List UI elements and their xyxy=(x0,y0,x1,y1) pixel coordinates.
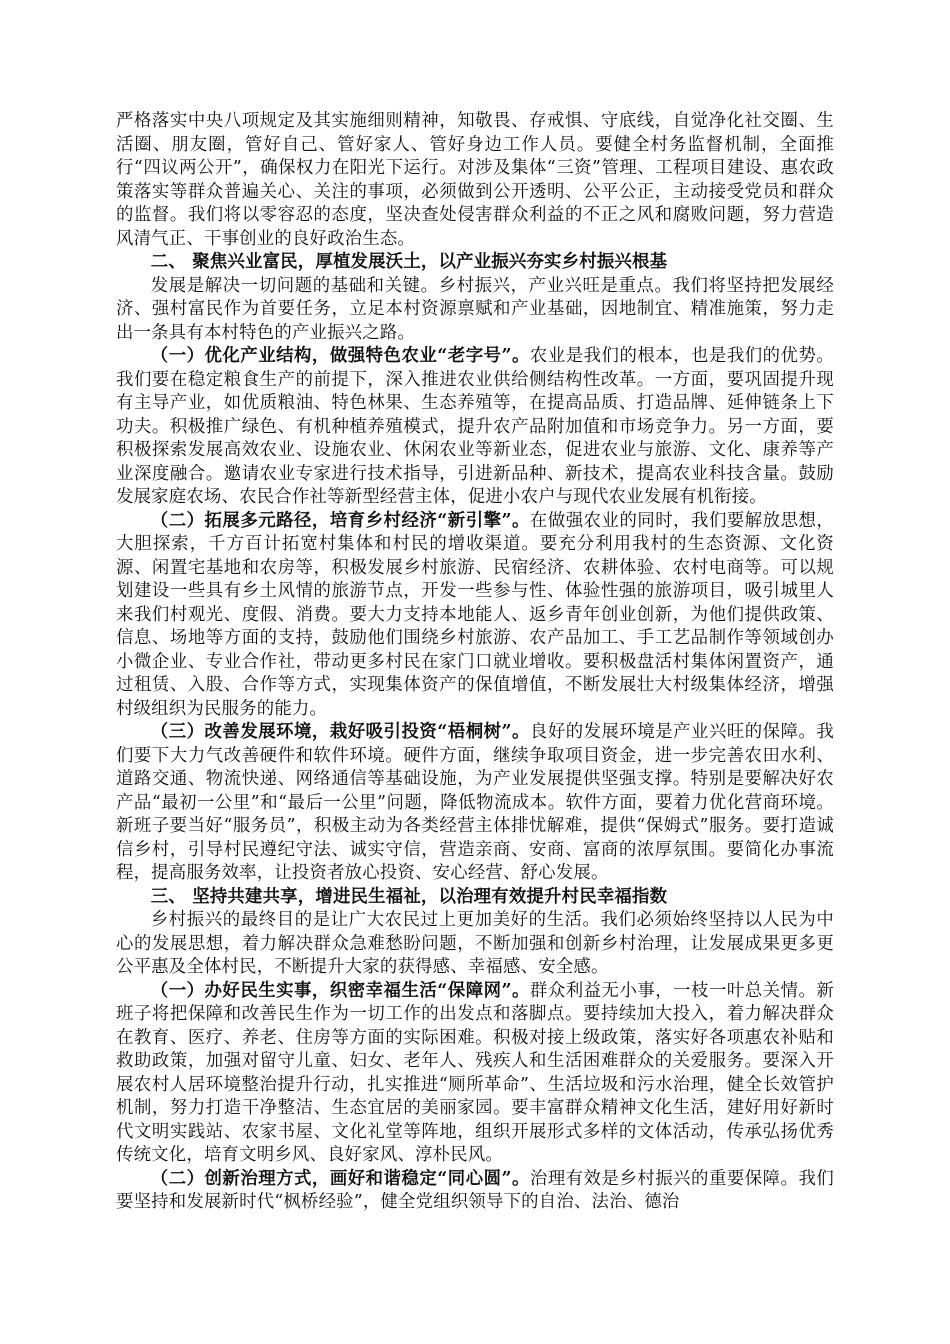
body-livelihood: 群众利益无小事，一枝一叶总关情。新班子将把保障和改善民生作为一切工作的出发点和落脚点。要持续加大投入，着力解决群众在教育、医疗、养老、住房等方面的实际困难。积极对接上级政策，落实好各项惠农补贴和救助政策，加强对留守儿童、妇女、老年人、残疾人和生活困难群众的关爱服务。要深入开展农村人居环境整治提升行动，扎实推进“厕所革命”、生活垃圾和污水治理，健全长效管护机制，努力打造干净整洁、生态宜居的美丽家园。要丰富群众精神文化生活，建好用好新时代文明实践站、农家书屋、文化礼堂等阵地，组织开展形式多样的文体活动，传承弘扬优秀传统文化，培育文明乡风、良好家风、淳朴民风。 xyxy=(116,980,834,1165)
paragraph-governance xyxy=(116,1168,834,1215)
subheading-governance: （二）创新治理方式，画好和谐稳定“同心圆”。 xyxy=(150,1168,530,1189)
paragraph-livelihood xyxy=(116,980,834,1168)
body-governance: 治理有效是乡村振兴的重要保障。我们要坚持和发展新时代“枫桥经验”，健全党组织领导下的自治、法治、德治 xyxy=(116,1168,834,1212)
body-industry-structure: 农业是我们的根本，也是我们的优势。我们要在稳定粮食生产的前提下，深入推进农业供给侧结构性改革。一方面，要巩固提升现有主导产业，如优质粮油、特色林果、生态养殖等，在提高品质、打造品牌、延伸链条上下功夫。积极推广绿色、有机种植养殖模式，提升农产品附加值和市场竞争力。另一方面，要积极探索发展高效农业、设施农业、休闲农业等新业态，促进农业与旅游、文化、康养等产业深度融合。邀请农业专家进行技术指导，引进新品种、新技术，提高农业科技含量。鼓励发展家庭农场、农民合作社等新型经营主体，促进小农户与现代农业发展有机衔接。 xyxy=(116,346,834,507)
body-environment: 良好的发展环境是产业兴旺的保障。我们要下大力气改善硬件和软件环境。硬件方面，继续争取项目资金，进一步完善农田水利、道路交通、物流快递、网络通信等基础设施，为产业发展提供坚强支撑。特别是要解决好农产品“最初一公里”和“最后一公里”问题，降低物流成本。软件方面，要着力优化营商环境。新班子要当好“服务员”，积极主动为各类经营主体排忧解难，提供“保姆式”服务。要打造诚信乡村，引导村民遵纪守法、诚实守信，营造亲商、安商、富商的浓厚氛围。要简化办事流程，提高服务效率，让投资者放心投资、安心经营、舒心发展。 xyxy=(116,722,834,883)
subheading-diverse-paths: （二）拓展多元路径，培育乡村经济“新引擎”。 xyxy=(150,510,530,531)
paragraph-discipline: 严格落实中央八项规定及其实施细则精神，知敬畏、存戒惧、守底线，自觉净化社交圈、生活圈、朋友圈，管好自己、管好家人、管好身边工作人员。要健全村务监督机制，全面推行“四议两公开”，确保权力在阳光下运行。对涉及集体“三资”管理、工程项目建设、惠农政策落实等群众普遍关心、关注的事项，必须做到公开透明、公平公正，主动接受党员和群众的监督。我们将以零容忍的态度，坚决查处侵害群众利益的不正之风和腐败问题，努力营造风清气正、干事创业的良好政治生态。 xyxy=(116,111,834,249)
document-page xyxy=(116,110,834,1215)
body-diverse-paths: 在做强农业的同时，我们要解放思想，大胆探索，千方百计拓宽村集体和村民的增收渠道。要充分利用我村的生态资源、文化资源、闲置宅基地和农房等，积极发展乡村旅游、民宿经济、农耕体验、农村电商等。可以规划建设一些具有乡土风情的旅游节点，开发一些参与性、体验性强的旅游项目，吸引城里人来我们村观光、度假、消费。要大力支持本地能人、返乡青年创业创新，为他们提供政策、信息、场地等方面的支持，鼓励他们围绕乡村旅游、农产品加工、手工艺品制作等领域创办小微企业、专业合作社，带动更多村民在家门口就业增收。要积极盘活村集体闲置资产，通过租赁、入股、合作等方式，实现集体资产的保值增值，不断发展壮大村级集体经济，增强村级组织为民服务的能力。 xyxy=(116,510,834,719)
paragraph-section-3-intro: 乡村振兴的最终目的是让广大农民过上更加美好的生活。我们必须始终坚持以人民为中心的发展思想，着力解决群众急难愁盼问题，不断加强和创新乡村治理，让发展成果更多更公平惠及全体村民，不断提升大家的获得感、幸福感、安全感。 xyxy=(116,910,834,977)
paragraph-diverse-paths xyxy=(116,510,834,722)
section-heading-2: 二、 聚焦兴业富民，厚植发展沃土，以产业振兴夯实乡村振兴根基 xyxy=(150,252,668,272)
section-heading-3: 三、 坚持共建共享，增进民生福祉，以治理有效提升村民幸福指数 xyxy=(150,886,668,907)
subheading-environment: （三）改善发展环境，栽好吸引投资“梧桐树”。 xyxy=(150,722,530,742)
subheading-livelihood: （一）办好民生实事，织密幸福生活“保障网”。 xyxy=(150,980,530,1001)
paragraph-environment xyxy=(116,721,834,886)
paragraph-industry-structure xyxy=(116,345,834,510)
paragraph-section-2-intro: 发展是解决一切问题的基础和关键。乡村振兴，产业兴旺是重点。我们将坚持把发展经济、强村富民作为首要任务，立足本村资源禀赋和产业基础，因地制宜、精准施策，努力走出一条具有本村特色的产业振兴之路。 xyxy=(116,275,834,343)
subheading-industry-structure: （一）优化产业结构，做强特色农业“老字号”。 xyxy=(150,346,530,366)
